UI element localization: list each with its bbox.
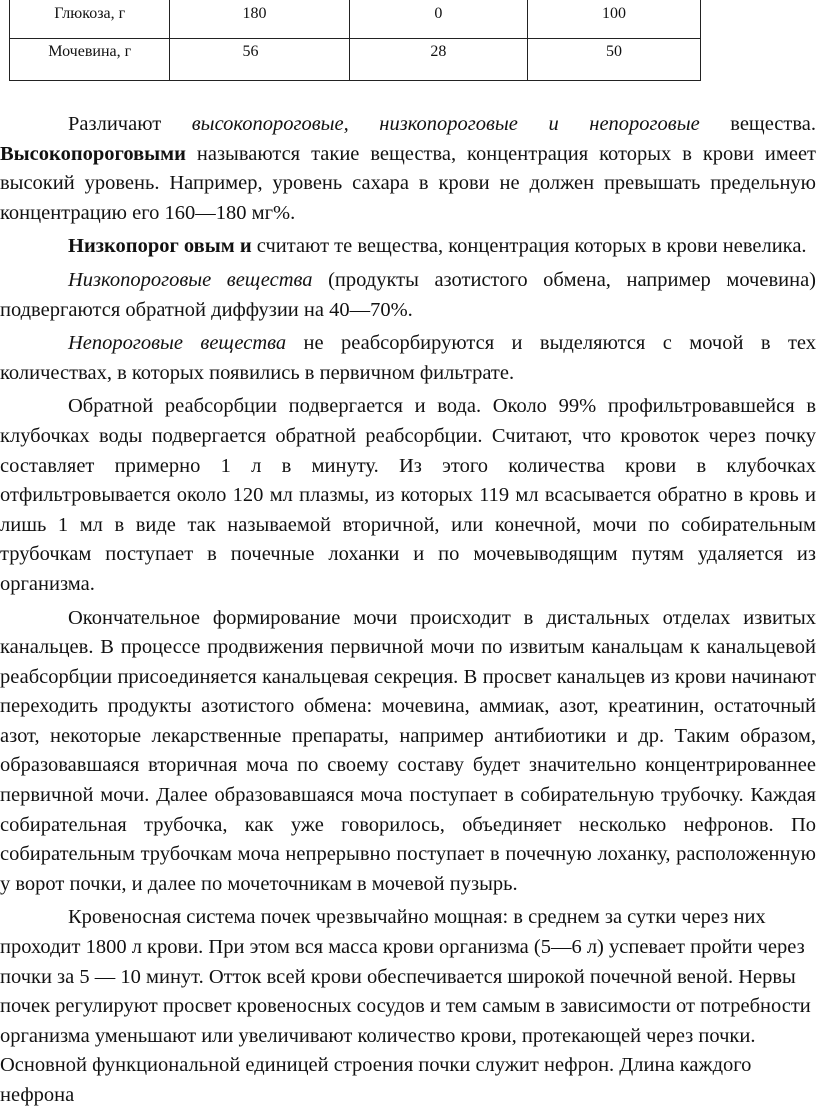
document-body <box>0 110 816 1115</box>
text-run: (продукты азотистого обмена, например мочевина) подвергаются обратной диффузии на 40—70%. <box>0 268 816 321</box>
table-cell: 180 <box>170 0 349 39</box>
table-cell: 28 <box>349 39 527 81</box>
table-row <box>10 39 701 81</box>
paragraph-blood-supply: Кровеносная система почек чрезвычайно мощная: в среднем за сутки через них проходит 1800 л крови. При этом вся масса крови организма (5—6 л) успевает пройти через почки за 5 — 10 минут. Отток всей крови обеспечивается широкой почечной веной. Нервы почек регулируют просвет кровеносных сосудов и тем самым в зависимости от потребности организма уменьшают или увеличивают количество крови, протекающей через почки. Основной функциональной единицей строения почки служит нефрон. Длина каждого нефрона <box>0 906 811 1106</box>
paragraph-urine-formation: Окончательное формирование мочи происходит в дистальных отделах извитых канальцев. В процессе продвижения первичной мочи по извитым канальцам к канальцевой реабсорбции присоединяется канальцевая секреция. В просвет канальцев из крови начинают переходить продукты азотистого обмена: мочевина, аммиак, азот, креатинин, остаточный азот, некоторые лекарственные препараты, например антибиотики и др. Таким образом, образовавшаяся вторичная моча по своему составу будет значительно концентрированнее первичной мочи. Далее образовавшаяся моча поступает в собирательную трубочку. Каждая собирательная трубочка, как уже говорилось, объединяет несколько нефронов. По собирательным трубочкам моча непрерывно поступает в почечную лоханку, расположенную у ворот почки, и далее по мочеточникам в мочевой пузырь. <box>0 606 816 895</box>
table-cell: 0 <box>349 0 527 39</box>
text-run: Различают <box>68 113 192 135</box>
paragraph-non-threshold <box>0 329 816 388</box>
table-row <box>10 0 701 39</box>
table-cell: 50 <box>527 39 700 81</box>
text-run: не реабсорбируются и выделяются с мочой в тех количествах, в которых появились в первичном фильтрате. <box>0 332 816 384</box>
paragraph-water-reabsorption: Обратной реабсорбции подвергается и вода. Около 99% профильтровавшейся в клубочках воды подвергается обратной реабсорбции. Считают, что кровоток через почку составляет примерно 1 л в минуту. Из этого количества крови в клубочках отфильтровывается около 120 мл плазмы, из которых 119 мл всасывается обратно в кровь и лишь 1 мл в виде так называемой вторичной, или конечной, мочи по собирательным трубочкам поступает в почечные лоханки и по мочевыводящим путям удаляется из организма. <box>0 395 816 595</box>
emphasis-text: Непороговые вещества <box>68 332 287 355</box>
text-run: называются такие вещества, концентрация которых в крови имеет высокий уровень. Например, уровень сахара в крови не должен превышать предельную концентрацию его 160—180 мг%. <box>0 142 816 224</box>
text-run: вещества. <box>699 113 816 135</box>
bold-term: Высокопороговыми <box>0 142 186 165</box>
data-table <box>9 0 701 81</box>
bold-term: Низкопорог овым и <box>68 235 252 258</box>
table-cell: Глюкоза, г <box>10 0 170 39</box>
paragraph-low-threshold <box>0 232 816 262</box>
emphasis-text: высокопороговые, низкопороговые и непороговые <box>191 113 700 135</box>
paragraph-threshold-types <box>0 110 816 228</box>
paragraph-low-threshold-substances <box>0 266 816 325</box>
table-cell: 56 <box>170 39 349 81</box>
text-run: считают те вещества, концентрация которых в крови невелика. <box>251 235 807 258</box>
table-cell: Мочевина, г <box>10 39 170 81</box>
emphasis-text: Низкопороговые вещества <box>68 268 313 291</box>
table-cell: 100 <box>527 0 700 39</box>
